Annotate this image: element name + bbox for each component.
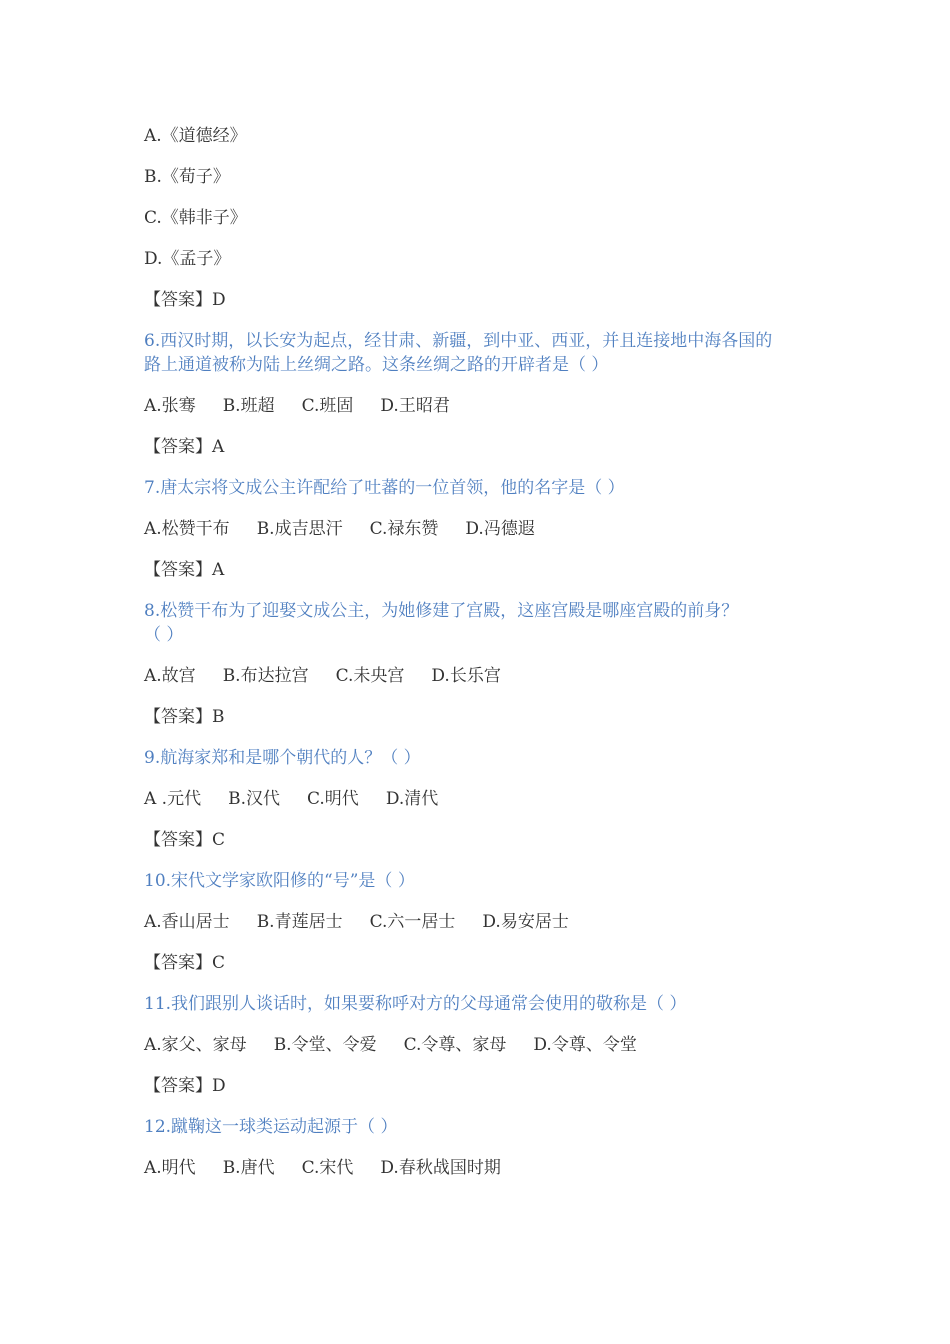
question-6-line-2: 路上通道被称为陆上丝绸之路。这条丝绸之路的开辟者是（ ）: [144, 355, 609, 375]
option: A.张骞: [144, 396, 196, 416]
question-10-options: [144, 910, 596, 934]
question-8-answer: 【答案】B: [144, 707, 225, 727]
option: B.唐代: [222, 1158, 275, 1178]
question-7-answer: 【答案】A: [144, 560, 225, 580]
option: D.春秋战国时期: [380, 1158, 501, 1178]
option: D.冯德遐: [465, 519, 535, 539]
option: A.故宫: [144, 666, 196, 686]
question-12-options: [144, 1156, 528, 1180]
option: B.布达拉宫: [222, 666, 309, 686]
option: C.宋代: [301, 1158, 354, 1178]
option: D.王昭君: [380, 396, 450, 416]
option-line: D.《孟子》: [144, 249, 231, 269]
option: A.松赞干布: [144, 519, 230, 539]
option: A .元代: [144, 789, 202, 809]
option: D.令尊、令堂: [533, 1035, 637, 1055]
option-line: A.《道德经》: [144, 126, 247, 146]
question-10-answer: 【答案】C: [144, 953, 226, 973]
option: D.清代: [385, 789, 439, 809]
question-8-options: [144, 664, 528, 688]
question-12: 12.蹴鞠这一球类运动起源于（ ）: [144, 1117, 398, 1137]
option: C.禄东赞: [369, 519, 439, 539]
question-6-options: [144, 394, 477, 418]
option: C.令尊、家母: [403, 1035, 507, 1055]
option-line: B.《荀子》: [144, 167, 230, 187]
option-line: C.《韩非子》: [144, 208, 247, 228]
option: C.未央宫: [335, 666, 405, 686]
option: B.汉代: [228, 789, 280, 809]
question-6-answer: 【答案】A: [144, 437, 225, 457]
option: D.长乐宫: [431, 666, 501, 686]
question-11-options: [144, 1033, 664, 1057]
question-9: 9.航海家郑和是哪个朝代的人？（ ）: [144, 748, 421, 768]
question-10: 10.宋代文学家欧阳修的“号”是（ ）: [144, 871, 415, 891]
option: B.成吉思汗: [256, 519, 343, 539]
question-6-line-1: 6.西汉时期，以长安为起点，经甘肃、新疆，到中亚、西亚，并且连接地中海各国的: [144, 331, 773, 351]
question-7-options: [144, 517, 562, 541]
option: D.易安居士: [482, 912, 569, 932]
answer-line: 【答案】D: [144, 290, 226, 310]
option: B.班超: [222, 396, 275, 416]
question-11-answer: 【答案】D: [144, 1076, 226, 1096]
option: A.明代: [144, 1158, 196, 1178]
question-8-line-1: 8.松赞干布为了迎娶文成公主，为她修建了宫殿，这座宫殿是哪座宫殿的前身？: [144, 601, 739, 621]
option: C.六一居士: [369, 912, 456, 932]
option: C.班固: [301, 396, 354, 416]
option: C.明代: [307, 789, 359, 809]
question-9-options: [144, 787, 465, 811]
option: B.青莲居士: [256, 912, 343, 932]
option: B.令堂、令爱: [273, 1035, 377, 1055]
option: A.香山居士: [144, 912, 230, 932]
option: A.家父、家母: [144, 1035, 247, 1055]
question-11: 11.我们跟别人谈话时，如果要称呼对方的父母通常会使用的敬称是（ ）: [144, 994, 687, 1014]
question-7: 7.唐太宗将文成公主许配给了吐蕃的一位首领，他的名字是（ ）: [144, 478, 625, 498]
question-9-answer: 【答案】C: [144, 830, 226, 850]
question-8-line-2: （ ）: [144, 625, 184, 645]
